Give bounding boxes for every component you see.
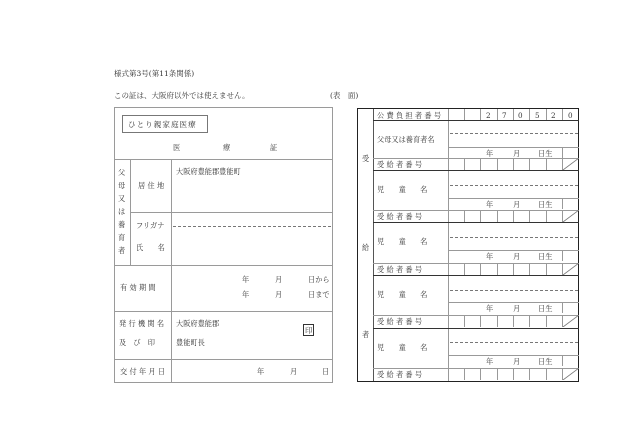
child-name-label: 児 童 名 [377, 185, 428, 194]
dob-day: 日生 [538, 149, 553, 158]
side-label-2: 給 [362, 243, 370, 252]
issue-date-label: 交 付 年 月 日 [120, 367, 166, 376]
dob-year: 年 [486, 149, 494, 158]
medical-certificate-card [114, 107, 333, 383]
side-label-3: 者 [362, 330, 370, 339]
dob-year: 年 [486, 200, 494, 209]
dob-year: 年 [486, 252, 494, 261]
card-type-text: ひとり親家庭医療 [128, 120, 197, 129]
child-name-label: 児 童 名 [377, 290, 428, 299]
recipients-table [357, 108, 579, 382]
address-label: 居 住 地 [138, 181, 165, 190]
dob-day: 日生 [538, 357, 553, 366]
issue-year: 年 [257, 367, 265, 376]
dob-year: 年 [486, 304, 494, 313]
issue-day: 日 [322, 367, 330, 376]
validity-from-month: 月 [275, 275, 283, 284]
issuer-value: 大阪府豊能郡 [176, 319, 220, 328]
dob-day: 日生 [538, 252, 553, 261]
validity-to-day: 日まで [308, 290, 330, 299]
dob-day: 日生 [538, 200, 553, 209]
payer-digit-5: 0 [518, 111, 523, 120]
side-indicator: (表 面) [330, 91, 359, 100]
payer-digit-8: 0 [568, 111, 573, 120]
check-digit-slash [562, 158, 579, 170]
payer-digit-6: 5 [535, 111, 540, 120]
card-type-badge [122, 115, 208, 133]
dob-month: 月 [513, 357, 521, 366]
child-name-label: 児 童 名 [377, 237, 428, 246]
payer-digit-4: 7 [502, 111, 507, 120]
validity-label: 有 効 期 間 [120, 283, 156, 292]
title-char-2: 療 [223, 143, 231, 152]
dob-day: 日生 [538, 304, 553, 313]
check-digit-slash [562, 263, 579, 275]
recipient-number-label: 受 給 者 番 号 [377, 212, 423, 221]
dob-month: 月 [513, 304, 521, 313]
side-label-1: 受 [362, 154, 370, 163]
parent-group-label: 父 母 又 は 養 育 者 [118, 168, 126, 255]
seal-icon: 印 [305, 326, 313, 335]
check-digit-slash [562, 368, 579, 380]
usage-notice: この証は、大阪府以外では使えません。 [114, 91, 250, 100]
title-char-1: 医 [173, 143, 181, 152]
validity-from-year: 年 [242, 275, 250, 284]
dob-month: 月 [513, 252, 521, 261]
recipient-number-label: 受 給 者 番 号 [377, 370, 423, 379]
dob-month: 月 [513, 200, 521, 209]
check-digit-slash [562, 315, 579, 327]
child-name-label: 児 童 名 [377, 343, 428, 352]
issuer-title: 豊能町長 [176, 338, 205, 347]
payer-digit-7: 2 [551, 111, 556, 120]
issue-month: 月 [290, 367, 298, 376]
parent-name-label: 父母又は養育者名 [377, 135, 435, 144]
payer-digit-3: 2 [486, 111, 491, 120]
seal-label: 及 び 印 [119, 338, 155, 347]
dob-year: 年 [486, 357, 494, 366]
name-label: 氏 名 [136, 243, 165, 252]
check-digit-slash [562, 210, 579, 222]
payer-number-label: 公 費 負 担 者 番 号 [377, 111, 442, 120]
recipient-number-label: 受 給 者 番 号 [377, 265, 423, 274]
validity-to-month: 月 [275, 290, 283, 299]
recipient-number-label: 受 給 者 番 号 [377, 317, 423, 326]
validity-from-day: 日から [308, 275, 330, 284]
form-number: 様式第3号(第11条関係) [114, 69, 195, 78]
dob-month: 月 [513, 149, 521, 158]
furigana-label: フリガナ [136, 221, 165, 230]
issuer-label: 発 行 機 関 名 [119, 319, 165, 328]
recipient-number-label: 受 給 者 番 号 [377, 160, 423, 169]
validity-to-year: 年 [242, 290, 250, 299]
address-value: 大阪府豊能郡豊能町 [176, 167, 241, 176]
title-char-3: 証 [270, 143, 278, 152]
